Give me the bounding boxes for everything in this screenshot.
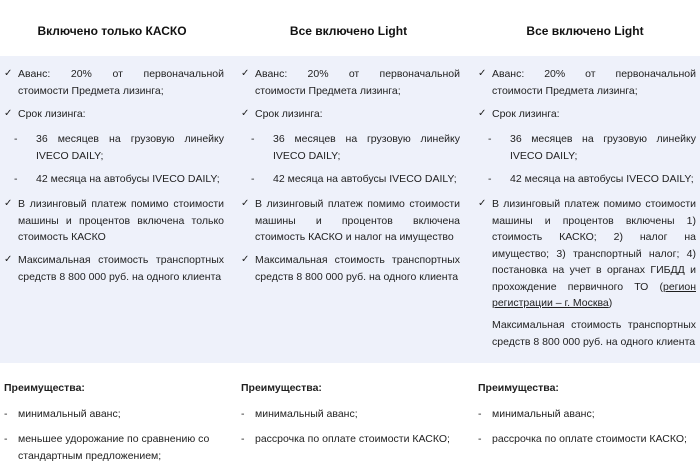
- list-item-payment: ✓ В лизинговый платеж помимо стоимости машины и процентов включена только стоимость КАСКО: [4, 198, 224, 243]
- list-item-term-buses: - 42 месяца на автобусы IVECO DAILY;: [237, 171, 460, 188]
- advantage-item: - меньшее удорожание по сравнению со стандартным предложением;: [4, 433, 210, 462]
- list-item-term-buses: - 42 месяца на автобусы IVECO DAILY;: [474, 171, 696, 188]
- check-icon: ✓: [478, 108, 487, 119]
- check-icon: ✓: [241, 198, 250, 209]
- advantage-item: - рассрочка по оплате стоимости КАСКО;: [237, 431, 460, 448]
- check-icon: ✓: [241, 68, 250, 79]
- region-link[interactable]: регион регистрации – г. Москва: [492, 280, 696, 309]
- list-item-term-trucks: - 36 месяцев на грузовую линейку IVECO DAILY;: [488, 133, 696, 162]
- dash-icon: -: [241, 408, 245, 420]
- column-header-light-2: Все включено Light: [526, 24, 644, 38]
- check-icon: ✓: [241, 254, 250, 265]
- list-item-term-trucks: - 36 месяцев на грузовую линейку IVECO DAILY;: [251, 133, 460, 162]
- list-item-advance: ✓ Аванс: 20% от первоначальной стоимости Предмета лизинга;: [478, 68, 696, 97]
- list-item-advance: ✓ Аванс: 20% от первоначальной стоимости Предмета лизинга;: [4, 68, 224, 97]
- dash-icon: -: [488, 173, 492, 185]
- list-item-term: ✓ Срок лизинга:: [0, 106, 224, 123]
- check-icon: ✓: [241, 108, 250, 119]
- dash-icon: -: [488, 133, 492, 145]
- column-header-kasko: Включено только КАСКО: [37, 24, 187, 38]
- check-icon: ✓: [4, 198, 13, 209]
- list-item-term: ✓ Срок лизинга:: [237, 106, 460, 123]
- advantages-title: Преимущества:: [478, 382, 559, 394]
- list-item-payment: ✓ В лизинговый платеж помимо стоимости машины и процентов включены 1) стоимость КАСКО; 2) налог на имущество; 3) транспортный налог; 4) постановка на учет в органах ГИБДД и прохождение первичного ТО (регион регистрации – г. Москва): [478, 198, 696, 309]
- dash-icon: -: [14, 173, 18, 185]
- check-icon: ✓: [4, 254, 13, 265]
- dash-icon: -: [4, 408, 8, 420]
- table-header: [0, 0, 700, 56]
- check-icon: ✓: [4, 108, 13, 119]
- list-item-max-cost: ✓ Максимальная стоимость транспортных средств 8 800 000 руб. на одного клиента: [4, 254, 224, 283]
- check-icon: ✓: [478, 68, 487, 79]
- advantage-item: - рассрочка по оплате стоимости КАСКО;: [474, 431, 696, 448]
- list-item-payment: ✓ В лизинговый платеж помимо стоимости машины и процентов включена стоимость КАСКО и налог на имущество: [241, 198, 460, 243]
- dash-icon: -: [478, 433, 482, 445]
- dash-icon: -: [241, 433, 245, 445]
- column-header-light-1: Все включено Light: [289, 24, 408, 38]
- dash-icon: -: [478, 408, 482, 420]
- advantage-item: - минимальный аванс;: [237, 406, 460, 423]
- max-cost-note: Максимальная стоимость транспортных средств 8 800 000 руб. на одного клиента: [492, 319, 696, 348]
- dash-icon: -: [14, 133, 18, 145]
- advantage-item: - минимальный аванс;: [0, 406, 224, 423]
- advantages-title: Преимущества:: [4, 382, 85, 394]
- advantages-title: Преимущества:: [241, 382, 322, 394]
- check-icon: ✓: [478, 198, 487, 209]
- list-item-term-trucks: - 36 месяцев на грузовую линейку IVECO DAILY;: [14, 133, 224, 162]
- advantage-item: - минимальный аванс;: [474, 406, 696, 423]
- check-icon: ✓: [4, 68, 13, 79]
- list-item-max-cost: ✓ Максимальная стоимость транспортных средств 8 800 000 руб. на одного клиента: [241, 254, 460, 283]
- list-item-advance: ✓ Аванс: 20% от первоначальной стоимости Предмета лизинга;: [241, 68, 460, 97]
- list-item-term: ✓ Срок лизинга:: [474, 106, 696, 123]
- list-item-term-buses: - 42 месяца на автобусы IVECO DAILY;: [0, 171, 224, 188]
- dash-icon: -: [251, 133, 255, 145]
- dash-icon: -: [4, 433, 8, 445]
- dash-icon: -: [251, 173, 255, 185]
